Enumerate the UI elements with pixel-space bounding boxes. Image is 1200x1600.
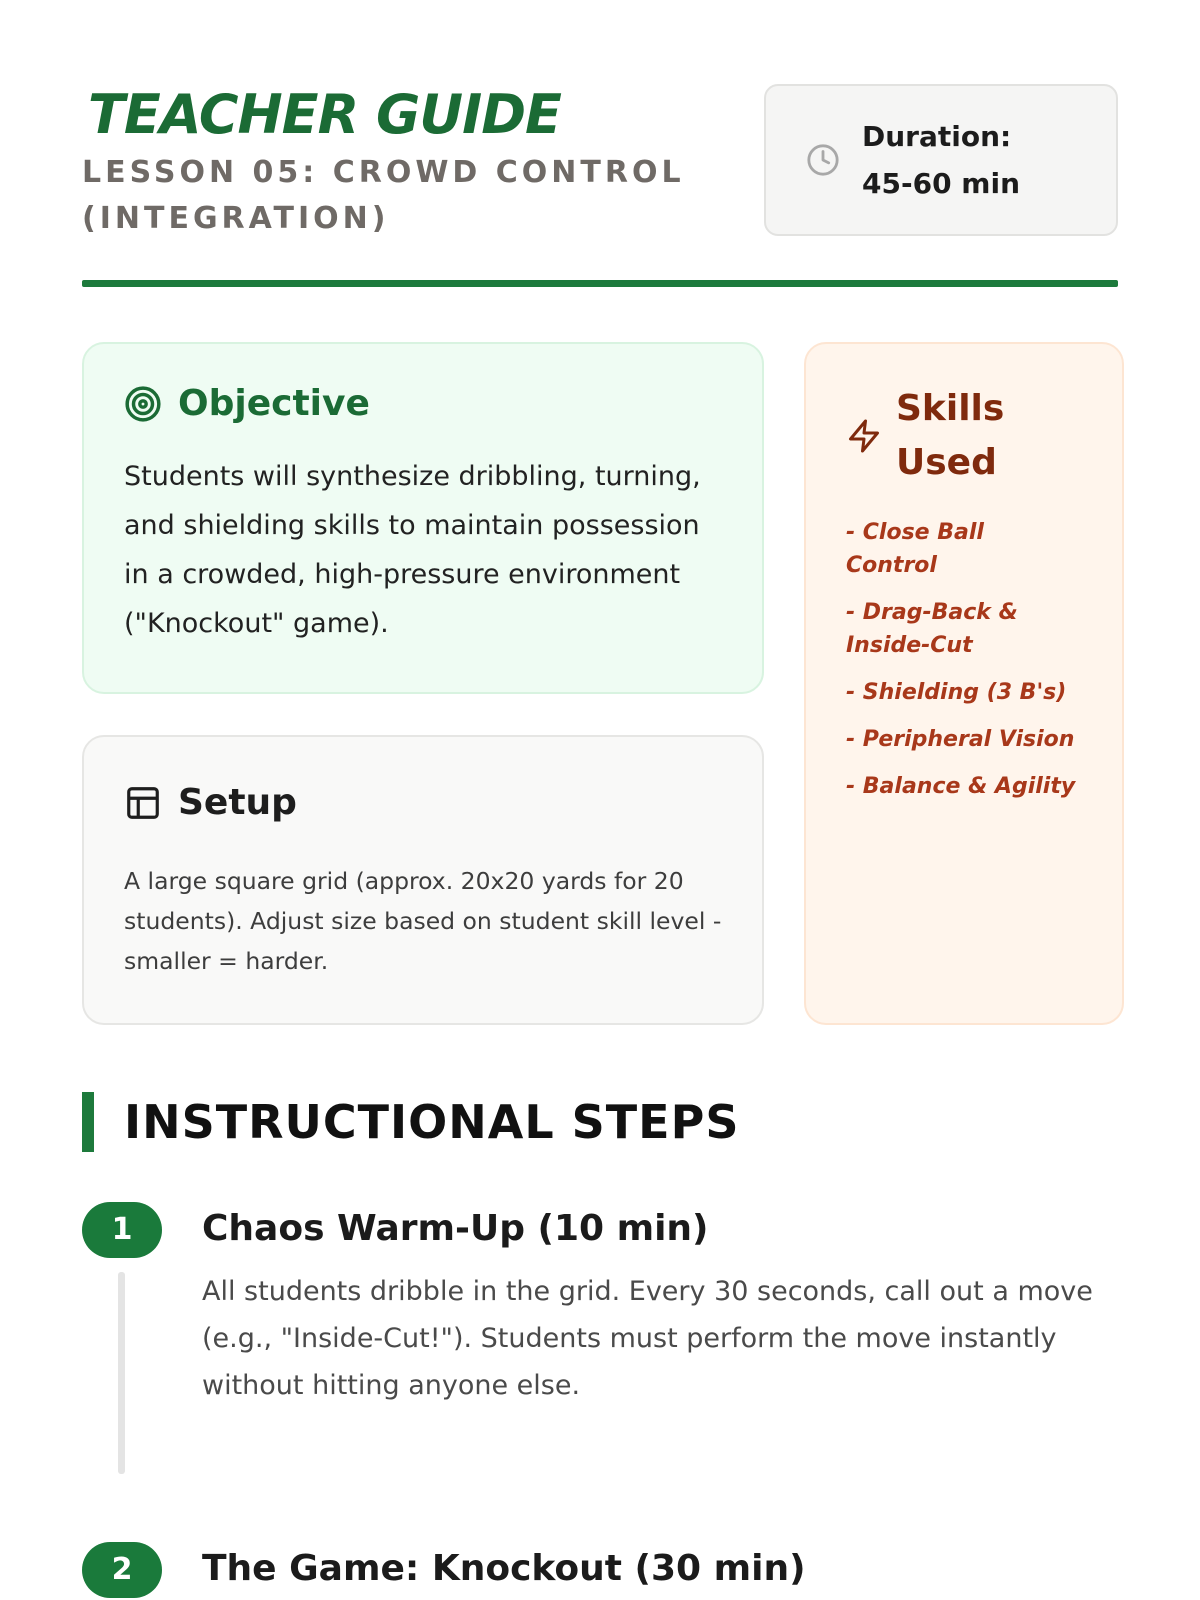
duration-box — [764, 84, 1118, 236]
objective-header — [124, 384, 722, 424]
objective-text: Students will synthesize dribbling, turning, and shielding skills to maintain possession in a crowded, high-pressure environment ("Knockout" game). — [124, 461, 701, 639]
lesson-subtitle: LESSON 05: CROWD CONTROL (INTEGRATION) — [82, 155, 685, 236]
skill-item: - Peripheral Vision — [846, 727, 1075, 752]
skills-heading: Skills Used — [896, 388, 1005, 483]
target-icon — [124, 385, 162, 423]
header-divider — [82, 280, 1118, 287]
skill-item: - Balance & Agility — [846, 774, 1076, 799]
setup-heading: Setup — [178, 782, 297, 823]
step-number-badge: 2 — [82, 1542, 162, 1598]
duration-text: Duration: 45-60 min — [862, 120, 1021, 200]
section-accent-bar — [82, 1092, 94, 1152]
step-description: All students dribble in the grid. Every 30 seconds, call out a move (e.g., "Inside-Cut!"). Students must perform the move instantly without hitting anyone else. — [202, 1276, 1093, 1401]
objective-heading: Objective — [178, 383, 370, 424]
lightning-icon — [846, 418, 882, 454]
step-title: The Game: Knockout (30 min) — [202, 1548, 806, 1589]
setup-header — [124, 783, 722, 823]
step-number-badge: 1 — [82, 1202, 162, 1258]
skill-item: - Drag-Back & Inside-Cut — [846, 600, 1018, 658]
step-item — [82, 1542, 1118, 1600]
skill-item: - Shielding (3 B's) — [846, 680, 1067, 705]
skills-list — [846, 516, 1082, 803]
page-title: TEACHER GUIDE — [88, 83, 561, 146]
clock-icon — [806, 143, 840, 177]
setup-text: A large square grid (approx. 20x20 yards for 20 students). Adjust size based on student skill level - smaller = harder. — [124, 867, 722, 975]
skills-card — [804, 342, 1124, 1025]
instructional-steps-header — [82, 1092, 739, 1152]
step-item — [82, 1202, 1118, 1482]
objective-card — [82, 342, 764, 694]
instructional-steps-heading: INSTRUCTIONAL STEPS — [124, 1095, 740, 1149]
step-connector-line — [118, 1272, 125, 1474]
skills-header — [846, 382, 1082, 490]
step-title: Chaos Warm-Up (10 min) — [202, 1208, 709, 1249]
setup-card — [82, 735, 764, 1025]
header — [82, 84, 1118, 284]
layout-icon — [124, 784, 162, 822]
skill-item: - Close Ball Control — [846, 520, 984, 578]
